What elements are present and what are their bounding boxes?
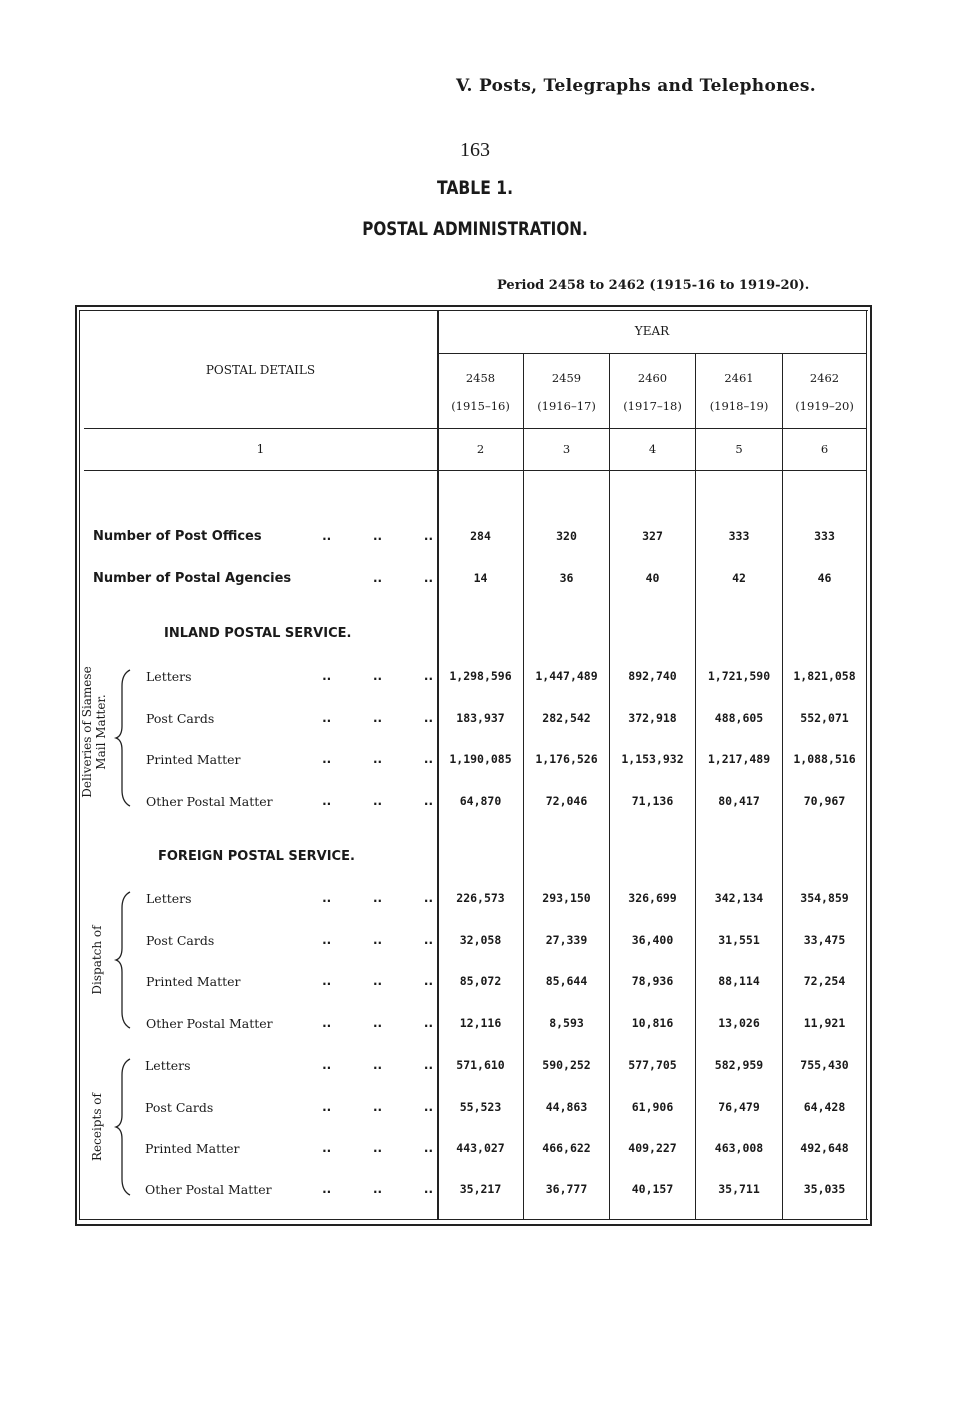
row-post-offices-value-4: 327 bbox=[642, 529, 663, 543]
dispatch-row-1-label: Letters bbox=[146, 891, 192, 906]
group-label-dispatch: Dispatch of bbox=[90, 925, 104, 995]
dispatch-row-3-value-5: 88,114 bbox=[718, 974, 760, 988]
dispatch-row-4-value-3: 8,593 bbox=[549, 1016, 584, 1030]
receipt-row-1-label: Letters bbox=[145, 1058, 191, 1073]
row-postal-agencies-value-2: 14 bbox=[473, 571, 488, 585]
row-postal-agencies-value-3: 36 bbox=[559, 571, 574, 585]
row-postal-agencies-value-4: 40 bbox=[645, 571, 660, 585]
group-label-deliveries bbox=[80, 662, 110, 802]
inland-row-4-value-2: 64,870 bbox=[459, 794, 502, 808]
brace-dispatch-icon bbox=[112, 890, 136, 1030]
dispatch-row-2-value-5: 31,551 bbox=[718, 933, 760, 947]
receipt-row-4-value-6: 35,035 bbox=[803, 1182, 846, 1196]
year-be-4: 2461 bbox=[724, 371, 754, 385]
year-be-3: 2460 bbox=[637, 371, 668, 385]
row-postal-agencies-value-6: 46 bbox=[817, 571, 832, 585]
dispatch-row-2-leader-dots: .. .. .. bbox=[322, 933, 433, 947]
section-title: V. Posts, Telegraphs and Telephones. bbox=[456, 76, 816, 96]
dispatch-row-4-label: Other Postal Matter bbox=[146, 1016, 273, 1031]
row-postal-agencies-leader-dots: .. .. bbox=[372, 571, 433, 585]
dispatch-row-3-value-3: 85,644 bbox=[545, 974, 588, 988]
column-divider-2 bbox=[523, 354, 524, 1220]
year-ce-5: (1919–20) bbox=[795, 399, 854, 413]
inland-row-1-value-2: 1,298,596 bbox=[449, 669, 512, 683]
receipt-row-2-value-3: 44,863 bbox=[545, 1100, 588, 1114]
inland-row-4-value-5: 80,417 bbox=[718, 794, 760, 808]
receipt-row-3-leader-dots: .. .. .. bbox=[322, 1141, 433, 1155]
inland-row-2-value-2: 183,937 bbox=[456, 711, 505, 725]
inland-row-3-value-4: 1,153,932 bbox=[621, 752, 684, 766]
dispatch-row-2-value-4: 36,400 bbox=[631, 933, 674, 947]
year-ce-2: (1916–17) bbox=[537, 399, 596, 413]
dispatch-row-1-leader-dots: .. .. .. bbox=[322, 891, 433, 905]
year-be-5: 2462 bbox=[809, 371, 840, 385]
row-postal-agencies-value-5: 42 bbox=[732, 571, 746, 585]
inland-heading: INLAND POSTAL SERVICE. bbox=[164, 626, 352, 641]
receipt-row-4-value-3: 36,777 bbox=[545, 1182, 588, 1196]
year-header-rule bbox=[438, 353, 866, 354]
receipt-row-2-value-6: 64,428 bbox=[803, 1100, 846, 1114]
table-left-border bbox=[75, 305, 77, 1226]
receipt-row-2-value-4: 61,906 bbox=[631, 1100, 674, 1114]
inland-row-1-value-4: 892,740 bbox=[628, 669, 677, 683]
receipt-row-2-label: Post Cards bbox=[145, 1100, 214, 1115]
row-postal-agencies-label: Number of Postal Agencies bbox=[93, 571, 292, 586]
row-post-offices-value-5: 333 bbox=[728, 529, 750, 543]
receipt-row-3-label: Printed Matter bbox=[145, 1141, 240, 1156]
dispatch-row-1-value-2: 226,573 bbox=[456, 891, 505, 905]
column-divider-3 bbox=[609, 354, 610, 1220]
table-right-border bbox=[870, 305, 872, 1226]
foreign-heading: FOREIGN POSTAL SERVICE. bbox=[158, 849, 355, 864]
inland-row-1-value-5: 1,721,590 bbox=[707, 669, 771, 683]
receipt-row-3-value-5: 463,008 bbox=[714, 1141, 764, 1155]
inland-row-3-value-6: 1,088,516 bbox=[793, 752, 856, 766]
inland-row-2-value-4: 372,918 bbox=[628, 711, 677, 725]
year-ce-4: (1918–19) bbox=[709, 399, 769, 413]
receipt-row-4-value-5: 35,711 bbox=[718, 1182, 760, 1196]
inland-row-2-leader-dots: .. .. .. bbox=[322, 711, 433, 725]
dispatch-row-4-value-5: 13,026 bbox=[718, 1016, 760, 1030]
inland-row-3-value-3: 1,176,526 bbox=[535, 752, 598, 766]
table-bottom-border bbox=[75, 1224, 872, 1226]
dispatch-row-3-value-2: 85,072 bbox=[459, 974, 502, 988]
table-right-border-inner bbox=[866, 310, 867, 1220]
receipt-row-2-leader-dots: .. .. .. bbox=[322, 1100, 433, 1114]
receipt-row-1-leader-dots: .. .. .. bbox=[322, 1058, 433, 1072]
receipt-row-4-label: Other Postal Matter bbox=[145, 1182, 272, 1197]
row-post-offices-value-3: 320 bbox=[556, 529, 577, 543]
column-divider-5 bbox=[782, 354, 783, 1220]
receipt-row-3-value-6: 492,648 bbox=[800, 1141, 849, 1155]
dispatch-row-3-leader-dots: .. .. .. bbox=[322, 974, 433, 988]
receipt-row-1-value-6: 755,430 bbox=[800, 1058, 849, 1072]
receipt-row-1-value-5: 582,959 bbox=[714, 1058, 764, 1072]
dispatch-row-2-label: Post Cards bbox=[146, 933, 215, 948]
column-number-1: 1 bbox=[256, 442, 265, 456]
receipt-row-2-value-5: 76,479 bbox=[718, 1100, 760, 1114]
inland-row-4-value-3: 72,046 bbox=[545, 794, 588, 808]
postal-details-header: POSTAL DETAILS bbox=[205, 363, 316, 377]
header-rule bbox=[84, 428, 866, 429]
receipt-row-3-value-2: 443,027 bbox=[456, 1141, 505, 1155]
dispatch-row-1-value-3: 293,150 bbox=[542, 891, 591, 905]
group-label-receipts: Receipts of bbox=[90, 1093, 104, 1161]
row-post-offices-value-2: 284 bbox=[470, 529, 491, 543]
receipt-row-1-value-2: 571,610 bbox=[456, 1058, 505, 1072]
year-header: YEAR bbox=[634, 324, 670, 338]
inland-row-4-value-6: 70,967 bbox=[803, 794, 846, 808]
table-title: TABLE 1. bbox=[436, 177, 514, 199]
page-number: 163 bbox=[460, 139, 490, 161]
dispatch-row-1-value-6: 354,859 bbox=[800, 891, 849, 905]
receipt-row-3-value-3: 466,622 bbox=[542, 1141, 591, 1155]
year-ce-1: (1915–16) bbox=[451, 399, 510, 413]
dispatch-row-2-value-6: 33,475 bbox=[803, 933, 846, 947]
dispatch-row-4-value-2: 12,116 bbox=[459, 1016, 502, 1030]
receipt-row-4-value-2: 35,217 bbox=[459, 1182, 502, 1196]
dispatch-row-1-value-5: 342,134 bbox=[714, 891, 764, 905]
inland-row-1-value-6: 1,821,058 bbox=[793, 669, 856, 683]
column-number-5: 5 bbox=[735, 442, 743, 456]
dispatch-row-2-value-3: 27,339 bbox=[545, 933, 588, 947]
inland-row-3-value-2: 1,190,085 bbox=[449, 752, 512, 766]
receipt-row-4-value-4: 40,157 bbox=[631, 1182, 674, 1196]
column-number-rule bbox=[84, 470, 866, 471]
year-be-2: 2459 bbox=[551, 371, 582, 385]
brace-deliveries-icon bbox=[112, 668, 136, 808]
group-label-deliveries-line2: Mail Matter. bbox=[94, 694, 108, 770]
dispatch-row-1-value-4: 326,699 bbox=[628, 891, 677, 905]
inland-row-3-value-5: 1,217,489 bbox=[707, 752, 771, 766]
table-subtitle: POSTAL ADMINISTRATION. bbox=[362, 218, 588, 240]
period-caption: Period 2458 to 2462 (1915-16 to 1919-20). bbox=[497, 278, 810, 293]
column-number-2: 2 bbox=[476, 442, 485, 456]
brace-receipts-icon bbox=[112, 1057, 136, 1197]
dispatch-row-3-value-4: 78,936 bbox=[631, 974, 674, 988]
row-post-offices-leader-dots: .. .. .. bbox=[322, 529, 433, 543]
inland-row-2-label: Post Cards bbox=[146, 711, 215, 726]
column-number-4: 4 bbox=[648, 442, 657, 456]
inland-row-2-value-3: 282,542 bbox=[542, 711, 591, 725]
dispatch-row-3-label: Printed Matter bbox=[146, 974, 241, 989]
column-divider-4 bbox=[695, 354, 696, 1220]
group-label-deliveries-line1: Deliveries of Siamese bbox=[80, 666, 94, 798]
receipt-row-2-value-2: 55,523 bbox=[459, 1100, 502, 1114]
year-ce-3: (1917–18) bbox=[623, 399, 682, 413]
table-top-border bbox=[75, 305, 872, 307]
inland-row-3-leader-dots: .. .. .. bbox=[322, 752, 433, 766]
table-bottom-border-inner bbox=[79, 1219, 868, 1220]
dispatch-row-2-value-2: 32,058 bbox=[459, 933, 502, 947]
receipt-row-1-value-3: 590,252 bbox=[542, 1058, 591, 1072]
inland-row-4-leader-dots: .. .. .. bbox=[322, 794, 433, 808]
dispatch-row-4-leader-dots: .. .. .. bbox=[322, 1016, 433, 1030]
inland-row-2-value-5: 488,605 bbox=[714, 711, 764, 725]
inland-row-4-label: Other Postal Matter bbox=[146, 794, 273, 809]
row-post-offices-value-6: 333 bbox=[814, 529, 835, 543]
dispatch-row-4-value-6: 11,921 bbox=[803, 1016, 846, 1030]
inland-row-3-label: Printed Matter bbox=[146, 752, 241, 767]
row-post-offices-label: Number of Post Offices bbox=[93, 529, 262, 544]
column-number-3: 3 bbox=[562, 442, 571, 456]
inland-row-1-value-3: 1,447,489 bbox=[535, 669, 598, 683]
year-be-1: 2458 bbox=[465, 371, 496, 385]
dispatch-row-4-value-4: 10,816 bbox=[631, 1016, 674, 1030]
dispatch-row-3-value-6: 72,254 bbox=[803, 974, 846, 988]
inland-row-1-leader-dots: .. .. .. bbox=[322, 669, 433, 683]
column-number-6: 6 bbox=[820, 442, 829, 456]
inland-row-2-value-6: 552,071 bbox=[800, 711, 849, 725]
receipt-row-4-leader-dots: .. .. .. bbox=[322, 1182, 433, 1196]
inland-row-4-value-4: 71,136 bbox=[631, 794, 674, 808]
table-top-border-inner bbox=[79, 310, 868, 311]
inland-row-1-label: Letters bbox=[146, 669, 192, 684]
receipt-row-3-value-4: 409,227 bbox=[628, 1141, 677, 1155]
receipt-row-1-value-4: 577,705 bbox=[628, 1058, 677, 1072]
